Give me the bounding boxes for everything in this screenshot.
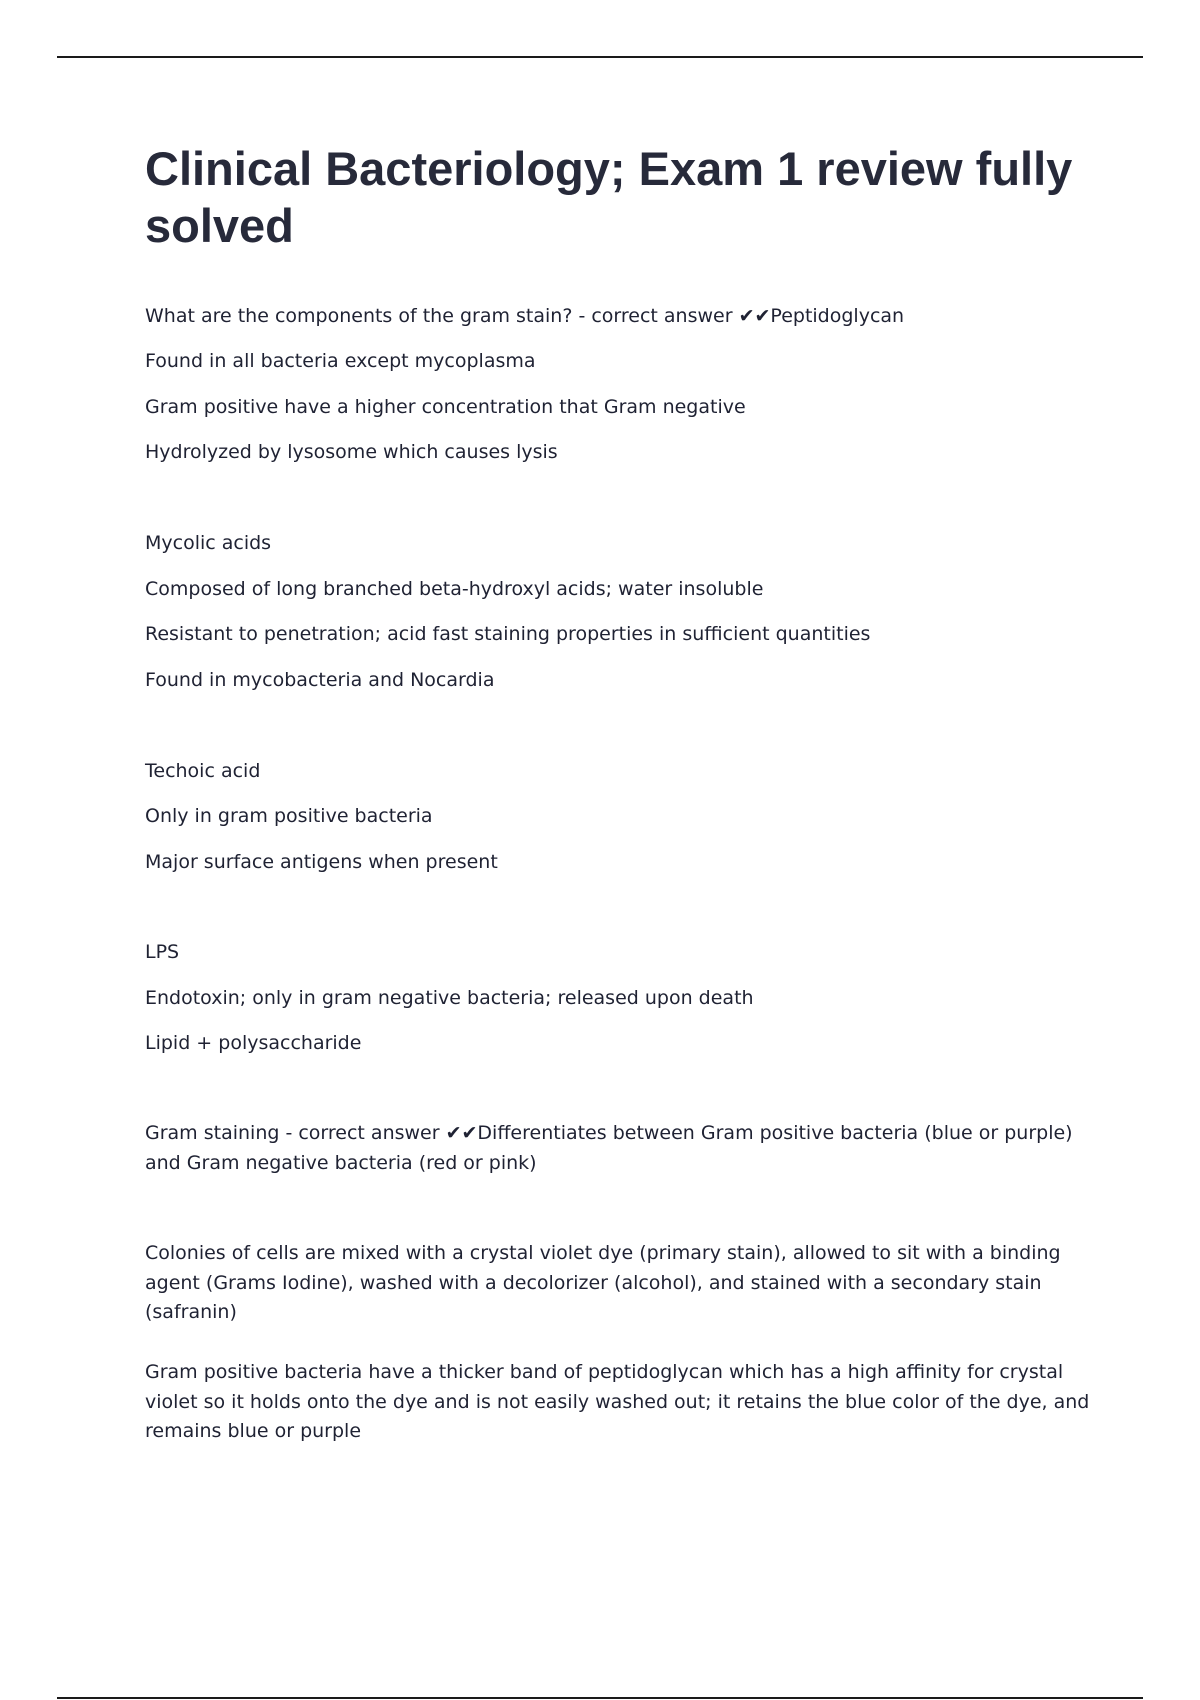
- question-1: What are the components of the gram stain? - correct answer ✔✔Peptidoglycan: [145, 305, 905, 327]
- answer-line: Resistant to penetration; acid fast staining properties in sufficient quantities: [145, 623, 871, 645]
- answer-line: Found in mycobacteria and Nocardia: [145, 669, 495, 691]
- section-heading-mycolic-acids: Mycolic acids: [145, 532, 272, 554]
- top-rule: [57, 56, 1143, 58]
- section-heading-techoic-acid: Techoic acid: [145, 760, 261, 782]
- answer-line: Lipid + polysaccharide: [145, 1032, 362, 1054]
- answer-line: Gram positive have a higher concentration that Gram negative: [145, 396, 746, 418]
- bottom-rule: [57, 1697, 1143, 1699]
- document-body: [145, 140, 1095, 254]
- answer-line: Major surface antigens when present: [145, 851, 498, 873]
- section-heading-lps: LPS: [145, 941, 180, 963]
- paragraph-colonies: Colonies of cells are mixed with a crystal violet dye (primary stain), allowed to sit with a binding agent (Grams Iodine), washed with a decolorizer (alcohol), and stained with a secondary stain (safranin): [145, 1242, 1061, 1323]
- answer-line: Only in gram positive bacteria: [145, 805, 433, 827]
- paragraph-gram-positive: Gram positive bacteria have a thicker band of peptidoglycan which has a high affinity for crystal violet so it holds onto the dye and is not easily washed out; it retains the blue color of the dye, and remains blue or purple: [145, 1361, 1090, 1442]
- answer-line: Found in all bacteria except mycoplasma: [145, 350, 536, 372]
- answer-line: Hydrolyzed by lysosome which causes lysis: [145, 441, 558, 463]
- document-title: Clinical Bacteriology; Exam 1 review fully solved: [145, 142, 1073, 252]
- answer-line: Composed of long branched beta-hydroxyl acids; water insoluble: [145, 578, 764, 600]
- answer-line: Endotoxin; only in gram negative bacteria; released upon death: [145, 987, 754, 1009]
- question-2: Gram staining - correct answer ✔✔Differentiates between Gram positive bacteria (blue or purple) and Gram negative bacteria (red or pink): [145, 1122, 1073, 1174]
